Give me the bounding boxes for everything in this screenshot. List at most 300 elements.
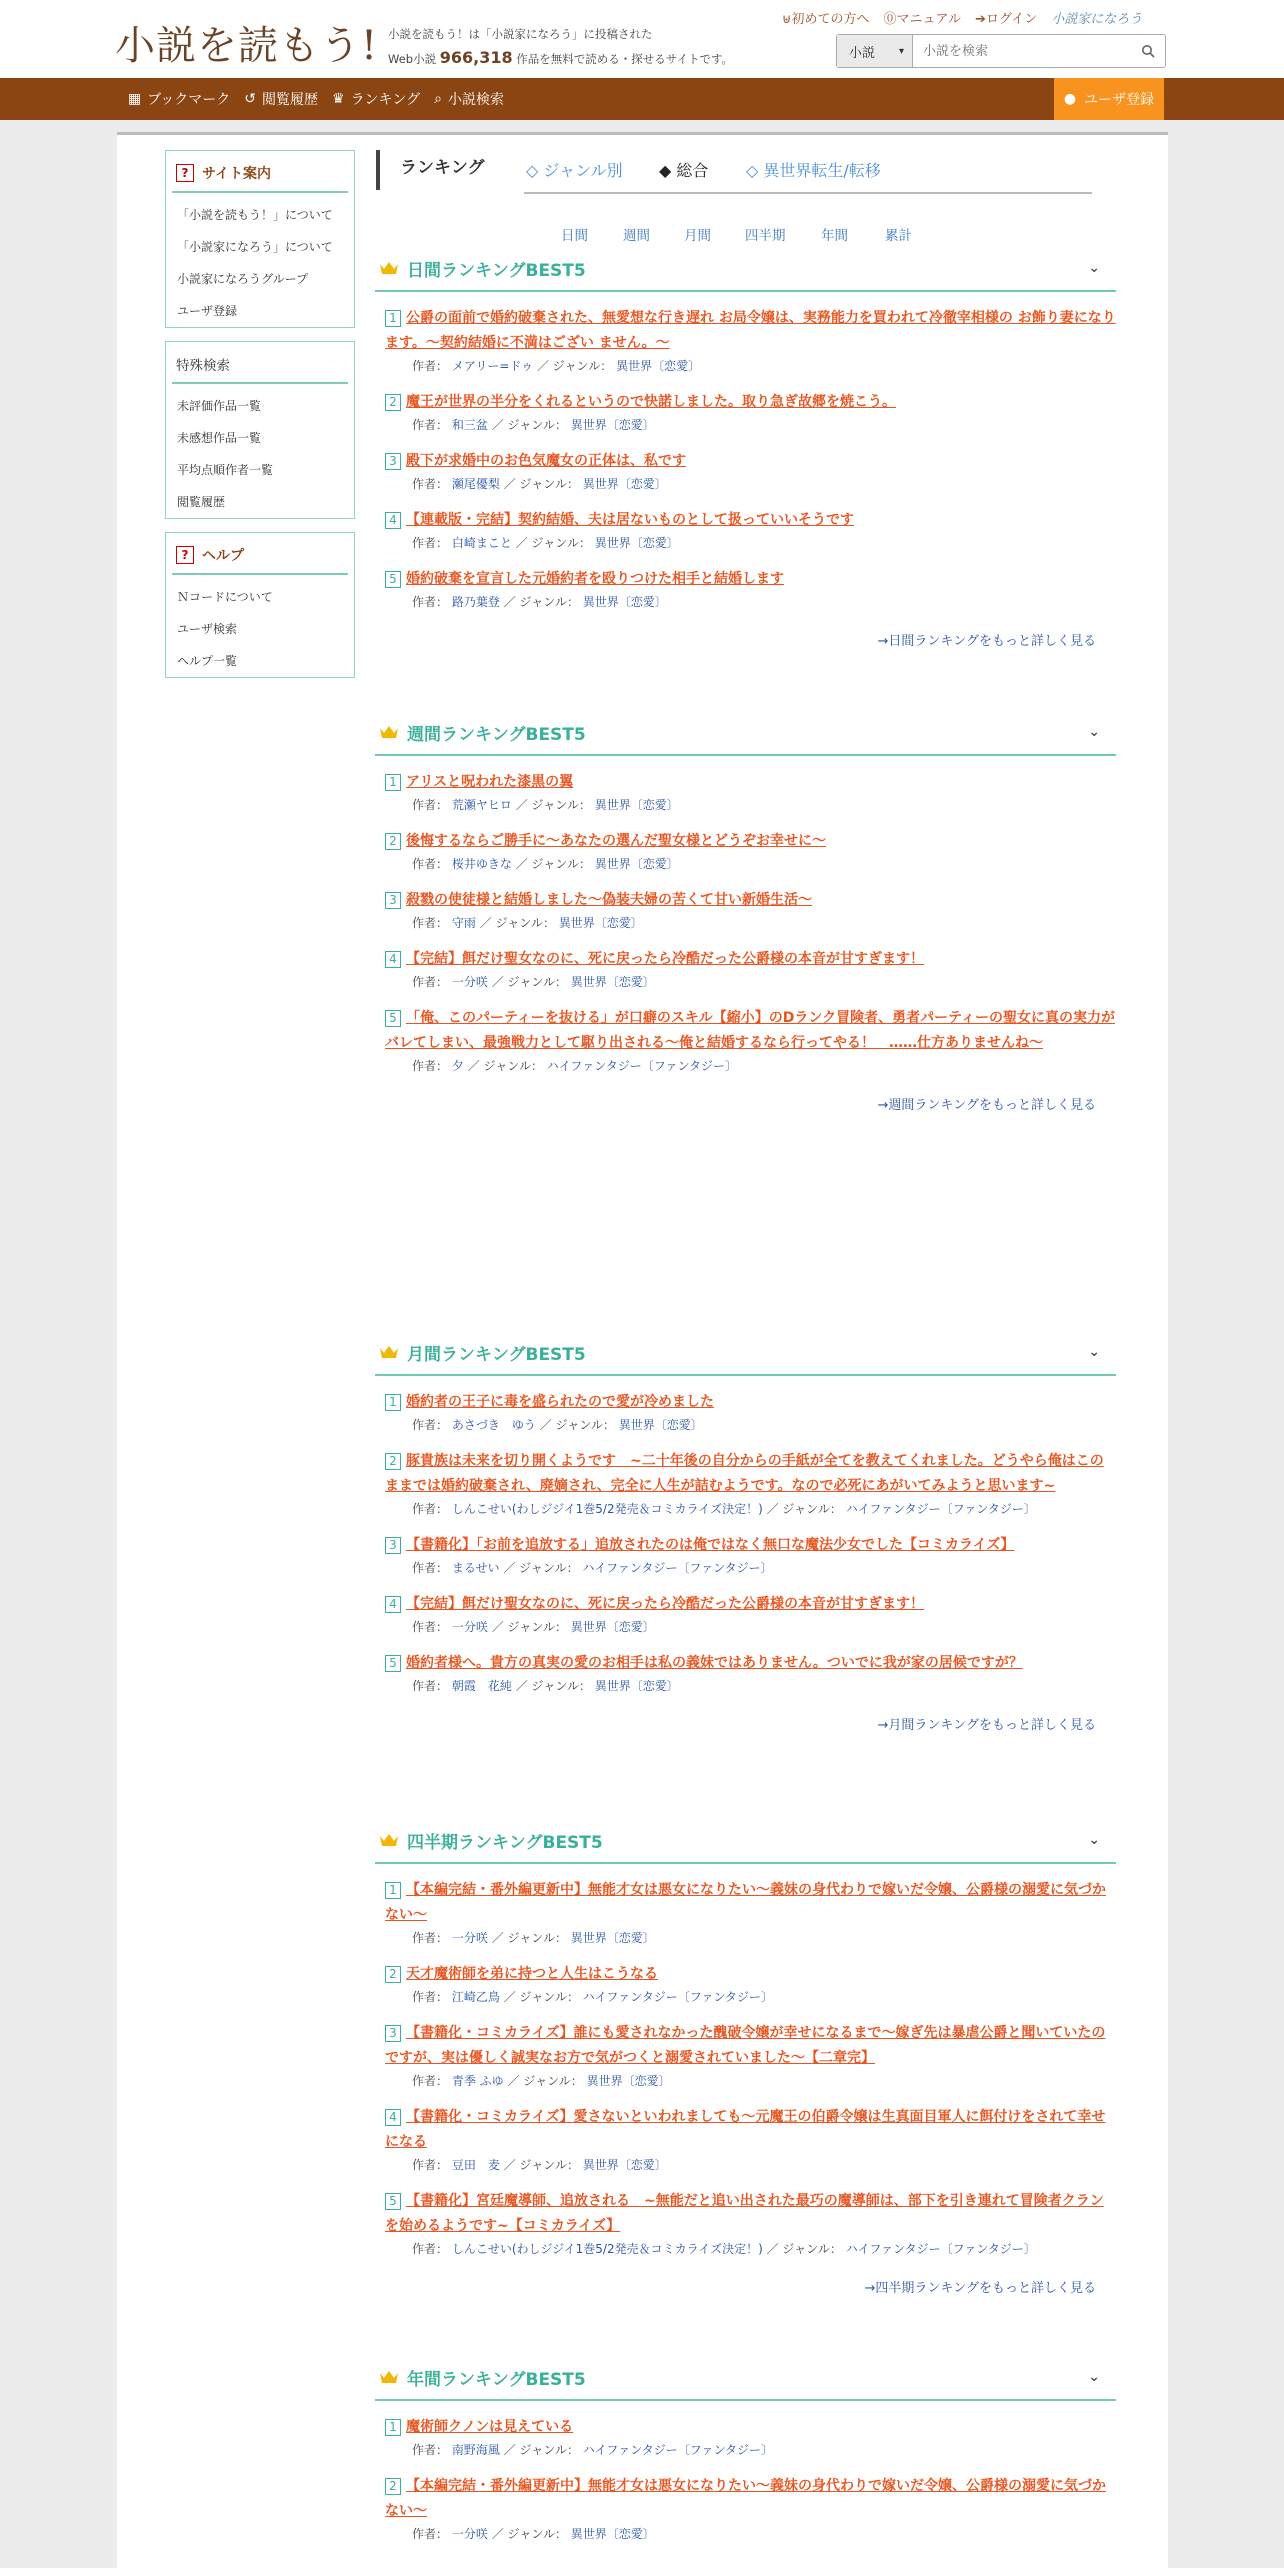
author-label: 作者： <box>412 595 449 609</box>
ranking-item <box>385 888 1116 933</box>
rank-number: 5 <box>385 1655 401 1672</box>
sidebar-help-title: ヘルプ <box>202 548 244 564</box>
rank-number: 1 <box>385 2419 401 2436</box>
sidebar-link[interactable]: ヘルプ一覧 <box>177 654 238 668</box>
genre-name[interactable]: ハイファンタジー〔ファンタジー〕 <box>845 2242 1036 2256</box>
sidebar-link[interactable]: 未感想作品一覧 <box>177 431 262 445</box>
novel-title[interactable]: 【連載版・完結】契約結婚、夫は居ないものとして扱っていいそうです <box>406 512 854 528</box>
first-time-link[interactable] <box>782 8 870 27</box>
author-name[interactable]: 桜井ゆきな <box>451 857 512 871</box>
author-label: 作者： <box>412 1990 449 2004</box>
novel-title[interactable]: 【完結】餌だけ聖女なのに、死に戻ったら冷酷だった公爵様の本音が甘すぎます！ <box>406 1596 924 1612</box>
sidebar-help <box>165 532 355 678</box>
genre-label: ／ ジャンル： <box>515 1679 591 1693</box>
period-tab-quarterly[interactable]: 四半期 <box>745 228 786 244</box>
rank-number: 5 <box>385 571 401 588</box>
novel-title[interactable]: 婚約者様へ。貴方の真実の愛のお相手は私の義妹ではありません。ついでに我が家の居候ですが？ <box>406 1655 1023 1671</box>
genre-name[interactable]: 異世界〔恋愛〕 <box>570 1931 655 1945</box>
genre-name[interactable]: 異世界〔恋愛〕 <box>570 1620 655 1634</box>
author-name[interactable]: 一分咲 <box>451 975 488 989</box>
novel-title[interactable]: 殺戮の使徒様と結婚しました～偽装夫婦の苦くて甘い新婚生活～ <box>406 892 812 908</box>
author-name[interactable]: 南野海風 <box>451 2443 500 2457</box>
novel-meta <box>412 972 1116 992</box>
rank-number: 2 <box>385 1966 401 1983</box>
sidebar-link[interactable]: 小説家になろうグループ <box>177 272 309 286</box>
rank-number: 5 <box>385 2193 401 2210</box>
sidebar-guide <box>165 150 355 328</box>
chevron-down-icon[interactable]: ⌄ <box>1088 2369 1100 2385</box>
tagline-suffix: 作品を無料で読める・探せるサイトです。 <box>516 52 734 66</box>
crown-icon: ♛ <box>332 91 345 107</box>
login-icon: ➔ <box>975 12 986 27</box>
main-nav <box>0 78 1284 120</box>
rank-number: 2 <box>385 2478 401 2495</box>
genre-name[interactable]: 異世界〔恋愛〕 <box>616 359 701 373</box>
author-label: 作者： <box>412 916 449 930</box>
author-label: 作者： <box>412 1679 449 1693</box>
rank-number: 3 <box>385 2025 401 2042</box>
novel-title-link[interactable] <box>385 449 1116 474</box>
novel-title-link[interactable] <box>385 888 1116 913</box>
genre-label: ／ ジャンル： <box>503 2443 579 2457</box>
author-label: 作者： <box>412 1059 449 1073</box>
novel-title[interactable]: アリスと呪われた漆黒の翼 <box>406 774 574 790</box>
rank-number: 1 <box>385 774 401 791</box>
more-ranking-link[interactable]: →四半期ランキングをもっと詳しく見る <box>864 2281 1096 2296</box>
novel-title-link[interactable] <box>385 390 1116 415</box>
novel-meta <box>412 2071 1116 2091</box>
chevron-down-icon[interactable]: ⌄ <box>1088 724 1100 740</box>
genre-label: ／ ジャンル： <box>491 975 567 989</box>
ranking-item <box>385 390 1116 435</box>
ranking-item <box>385 1533 1116 1578</box>
login-link[interactable] <box>975 8 1037 27</box>
sidebar-special-header: 特殊検索 <box>172 348 348 384</box>
author-name[interactable]: まるせい <box>451 1561 500 1575</box>
novel-meta <box>412 854 1116 874</box>
ranking-item <box>385 508 1116 553</box>
section-title: 年間ランキングBEST5 <box>407 2369 586 2390</box>
genre-name[interactable]: 異世界〔恋愛〕 <box>594 798 679 812</box>
novel-title-link[interactable] <box>385 2415 1116 2440</box>
rank-number: 1 <box>385 310 401 327</box>
genre-name[interactable]: 異世界〔恋愛〕 <box>594 536 679 550</box>
novel-title-link[interactable] <box>385 306 1116 356</box>
user-icon: ● <box>1063 91 1077 107</box>
novel-title-link[interactable] <box>385 1592 1116 1617</box>
novel-title-link[interactable] <box>385 1962 1116 1987</box>
sidebar-link[interactable]: ユーザ検索 <box>177 622 238 636</box>
sidebar-link[interactable]: ユーザ登録 <box>177 304 238 318</box>
search-icon: ⌕ <box>434 91 442 107</box>
novel-meta <box>412 1987 1116 2007</box>
ranking-item <box>385 829 1116 874</box>
author-name[interactable]: 荒瀬ヤヒロ <box>451 798 512 812</box>
novel-title[interactable]: 豚貴族は未来を切り開くようです ~二十年後の自分からの手紙が全てを教えてくれました。どうやら俺はこのままでは婚約破棄され、廃嫡され、完全に人生が詰むようです。なので必死にあがいてみようと思います~ <box>385 1453 1104 1494</box>
novel-meta <box>412 415 1116 435</box>
genre-label: ／ ジャンル： <box>467 1059 543 1073</box>
search-category-select[interactable] <box>837 35 913 67</box>
author-name[interactable]: 一分咲 <box>451 2527 488 2541</box>
grid-icon: ▦ <box>128 91 142 107</box>
novel-title[interactable]: 【書籍化・コミカライズ】誰にも愛されなかった醜破令嬢が幸せになるまで〜嫁ぎ先は暴虐公爵と聞いていたのですが、実は優しく誠実なお方で気がつくと溺愛されていました〜【二章完】 <box>385 2025 1106 2066</box>
search-button[interactable] <box>1131 35 1165 67</box>
search-icon <box>1141 44 1155 58</box>
genre-label: ／ ジャンル： <box>515 798 591 812</box>
chevron-down-icon[interactable]: ⌄ <box>1088 260 1100 276</box>
novel-title-link[interactable] <box>385 567 1116 592</box>
genre-name[interactable]: 異世界〔恋愛〕 <box>582 595 667 609</box>
sidebar-link[interactable]: 閲覧履歴 <box>177 495 226 509</box>
novel-title-link[interactable] <box>385 1006 1116 1056</box>
novel-title[interactable]: 【本編完結・番外編更新中】無能才女は悪女になりたい～義妹の身代わりで嫁いだ令嬢、公爵様の溺愛に気づかない～ <box>385 2478 1106 2519</box>
novel-meta <box>412 1558 1116 1578</box>
ranking-item <box>385 1651 1116 1696</box>
genre-label: ／ ジャンル： <box>507 2074 583 2088</box>
genre-name[interactable]: 異世界〔恋愛〕 <box>570 975 655 989</box>
crown-icon <box>379 724 399 740</box>
novel-meta <box>412 1617 1116 1637</box>
novel-meta <box>412 592 1116 612</box>
genre-label: ／ ジャンル： <box>503 595 579 609</box>
novel-title[interactable]: 天才魔術師を弟に持つと人生はこうなる <box>406 1966 658 1982</box>
author-name[interactable]: 守雨 <box>451 916 476 930</box>
novel-meta <box>412 474 1116 494</box>
novel-title[interactable]: 「俺、このパーティーを抜ける」が口癖のスキル【縮小】のDランク冒険者、勇者パーティーの聖女に真の実力がバレてしまい、最強戦力として駆り出される〜俺と結婚するなら行ってやる！ ……仕方ありませんね〜 <box>385 1010 1115 1051</box>
novel-title-link[interactable] <box>385 2021 1116 2071</box>
nav-search[interactable] <box>434 89 504 109</box>
ranking-item <box>385 449 1116 494</box>
genre-label: ／ ジャンル： <box>766 2242 842 2256</box>
manual-link[interactable] <box>884 8 962 27</box>
genre-label: ／ ジャンル： <box>479 916 555 930</box>
genre-name[interactable]: ハイファンタジー〔ファンタジー〕 <box>546 1059 737 1073</box>
genre-name[interactable]: 異世界〔恋愛〕 <box>570 418 655 432</box>
ranking-item <box>385 567 1116 612</box>
ranking-item <box>385 1592 1116 1637</box>
nav-search-label: 小説検索 <box>448 92 504 108</box>
section-title-bar[interactable] <box>375 2355 1116 2401</box>
ranking-item <box>385 1878 1116 1948</box>
crown-icon <box>379 1344 399 1360</box>
site-logo[interactable]: 小説を読もう! <box>115 23 379 69</box>
author-label: 作者： <box>412 1620 449 1634</box>
ranking-item <box>385 306 1116 376</box>
rank-number: 4 <box>385 951 401 968</box>
sidebar-guide-header <box>172 157 348 193</box>
genre-label: ／ ジャンル： <box>536 359 613 373</box>
novel-title-link[interactable] <box>385 1651 1116 1676</box>
author-name[interactable]: 青季 ふゆ <box>451 2074 504 2088</box>
rank-number: 2 <box>385 394 401 411</box>
author-label: 作者： <box>412 418 449 432</box>
more-ranking-link[interactable]: →月間ランキングをもっと詳しく見る <box>877 1718 1096 1733</box>
site-tagline <box>388 22 733 71</box>
user-register-label: ユーザ登録 <box>1084 92 1155 108</box>
author-name[interactable]: しんこせい(わしジジイ1巻5/2発売＆コミカライズ決定！) <box>451 1502 763 1516</box>
ranking-item <box>385 2021 1116 2091</box>
rank-number: 4 <box>385 1596 401 1613</box>
novel-title[interactable]: 魔術師クノンは見えている <box>406 2419 574 2435</box>
genre-label: ／ ジャンル： <box>491 1620 567 1634</box>
search-category-value: 小説 <box>849 45 876 61</box>
novel-meta <box>412 913 1116 933</box>
tab-underline <box>524 192 1092 194</box>
section-title-bar[interactable] <box>375 246 1116 292</box>
ranking-header <box>376 150 1116 244</box>
novel-meta <box>412 533 1116 553</box>
author-label: 作者： <box>412 1561 449 1575</box>
rank-number: 2 <box>385 833 401 850</box>
ranking-item <box>385 1390 1116 1435</box>
sidebar-link[interactable]: 平均点順作者一覧 <box>177 463 274 477</box>
period-tab-monthly[interactable]: 月間 <box>684 228 711 244</box>
genre-name[interactable]: 異世界〔恋愛〕 <box>582 2158 667 2172</box>
rank-number: 2 <box>385 1453 401 1470</box>
genre-name[interactable]: 異世界〔恋愛〕 <box>618 1418 703 1432</box>
novel-meta <box>412 356 1116 376</box>
narou-logo-link[interactable]: 小説家になろう <box>1051 12 1143 27</box>
ranking-section <box>375 1818 1116 2296</box>
author-name[interactable]: 豆田 麦 <box>451 2158 500 2172</box>
author-label: 作者： <box>412 857 449 871</box>
novel-title-link[interactable] <box>385 1390 1116 1415</box>
history-icon: ↺ <box>244 91 256 107</box>
genre-label: ／ ジャンル： <box>491 1931 567 1945</box>
author-label: 作者： <box>412 477 449 491</box>
novel-count: 966,318 <box>439 48 513 67</box>
author-name[interactable]: 白崎まこと <box>451 536 512 550</box>
rank-number: 1 <box>385 1394 401 1411</box>
sidebar-help-header <box>172 539 348 575</box>
author-name[interactable]: 江崎乙鳥 <box>451 1990 500 2004</box>
crown-icon <box>379 2369 399 2385</box>
genre-name[interactable]: 異世界〔恋愛〕 <box>594 857 679 871</box>
author-label: 作者： <box>412 2074 449 2088</box>
author-label: 作者： <box>412 798 449 812</box>
novel-meta <box>412 1676 1116 1696</box>
genre-name[interactable]: ハイファンタジー〔ファンタジー〕 <box>582 2443 773 2457</box>
novel-title[interactable]: 【本編完結・番外編更新中】無能才女は悪女になりたい～義妹の身代わりで嫁いだ令嬢、公爵様の溺愛に気づかない～ <box>385 1882 1106 1923</box>
chevron-down-icon[interactable]: ⌄ <box>1088 1832 1100 1848</box>
novel-meta <box>412 2440 1116 2460</box>
novel-title-link[interactable] <box>385 2105 1116 2155</box>
author-label: 作者： <box>412 536 449 550</box>
rank-number: 3 <box>385 453 401 470</box>
author-label: 作者： <box>412 2242 449 2256</box>
section-title-bar[interactable] <box>375 1330 1116 1376</box>
author-name[interactable]: メアリー=ドゥ <box>451 359 534 373</box>
more-ranking-link[interactable]: →週間ランキングをもっと詳しく見る <box>877 1098 1096 1113</box>
author-name[interactable]: 路乃葉登 <box>451 595 500 609</box>
period-tab-total[interactable]: 累計 <box>885 228 912 244</box>
section-title: 日間ランキングBEST5 <box>407 260 586 281</box>
nav-ranking-label: ランキング <box>350 92 421 108</box>
novel-title[interactable]: 【書籍化】宮廷魔導師、追放される ~無能だと追い出された最巧の魔導師は、部下を引き連れて冒険者クランを始めるようです~【コミカライズ】 <box>385 2193 1104 2234</box>
rank-number: 1 <box>385 1882 401 1899</box>
author-label: 作者： <box>412 2443 449 2457</box>
rank-number: 3 <box>385 1537 401 1554</box>
ranking-item <box>385 770 1116 815</box>
genre-label: ／ ジャンル： <box>515 857 591 871</box>
genre-name[interactable]: ハイファンタジー〔ファンタジー〕 <box>845 1502 1036 1516</box>
site-header <box>0 0 1284 78</box>
tagline-line-2 <box>388 46 733 71</box>
novel-meta <box>412 2155 1116 2175</box>
ranking-section <box>375 710 1116 1113</box>
sidebar-link[interactable]: 未評価作品一覧 <box>177 399 262 413</box>
ranking-item <box>385 2474 1116 2544</box>
novel-title-link[interactable] <box>385 508 1116 533</box>
novel-title-link[interactable] <box>385 829 1116 854</box>
author-name[interactable]: 一分咲 <box>451 1620 488 1634</box>
period-tab-yearly[interactable]: 年間 <box>821 228 848 244</box>
novel-title[interactable]: 【書籍化・コミカライズ】愛さないといわれましても～元魔王の伯爵令嬢は生真面目軍人に餌付けをされて幸せになる <box>385 2109 1106 2150</box>
novel-title[interactable]: 魔王が世界の半分をくれるというので快諾しました。取り急ぎ故郷を焼こう。 <box>406 394 896 410</box>
novel-title[interactable]: 【書籍化】「お前を追放する」追放されたのは俺ではなく無口な魔法少女でした【コミカライズ】 <box>406 1537 1015 1553</box>
section-title: 週間ランキングBEST5 <box>407 724 586 745</box>
genre-label: ／ ジャンル： <box>766 1502 842 1516</box>
novel-meta <box>412 1928 1116 1948</box>
login-label: ログイン <box>985 12 1038 27</box>
chevron-down-icon: ▾ <box>898 45 904 57</box>
rank-number: 3 <box>385 892 401 909</box>
nav-history-label: 閲覧履歴 <box>262 92 318 108</box>
novel-meta <box>412 1056 1116 1076</box>
author-label: 作者： <box>412 975 449 989</box>
crown-icon <box>379 260 399 276</box>
content-area <box>117 132 1168 2568</box>
novel-title[interactable]: 公爵の面前で婚約破棄された、無愛想な行き遅れ お局令嬢は、実務能力を買われて冷徹宰相様の お飾り妻になります。～契約結婚に不満はござい ません。～ <box>385 310 1116 351</box>
novel-title[interactable]: 婚約破棄を宣言した元婚約者を殴りつけた相手と結婚します <box>406 571 784 587</box>
ranking-item <box>385 2189 1116 2259</box>
author-label: 作者： <box>412 2527 449 2541</box>
question-icon: ? <box>176 546 194 564</box>
novel-title[interactable]: 【完結】餌だけ聖女なのに、死に戻ったら冷酷だった公爵様の本音が甘すぎます！ <box>406 951 924 967</box>
ranking-item <box>385 2415 1116 2460</box>
sidebar-special-search <box>165 341 355 519</box>
ranking-item <box>385 1006 1116 1076</box>
user-register-button[interactable] <box>1054 78 1164 120</box>
tab-overall[interactable]: ◆ 総合 <box>659 161 709 180</box>
genre-label: ／ ジャンル： <box>515 536 591 550</box>
search-bar <box>836 34 1166 68</box>
rank-number: 5 <box>385 1010 401 1027</box>
nav-bookmark[interactable] <box>128 89 230 109</box>
genre-label: ／ ジャンル： <box>503 1561 579 1575</box>
genre-name[interactable]: 異世界〔恋愛〕 <box>594 1679 679 1693</box>
tab-isekai[interactable]: ◇ 異世界転生/転移 <box>746 161 881 180</box>
crown-icon <box>379 1832 399 1848</box>
period-tab-weekly[interactable]: 週間 <box>623 228 650 244</box>
ranking-section <box>375 1330 1116 1733</box>
author-name[interactable]: しんこせい(わしジジイ1巻5/2発売＆コミカライズ決定！) <box>451 2242 763 2256</box>
novel-title-link[interactable] <box>385 1449 1116 1499</box>
tab-genre[interactable]: ◇ ジャンル別 <box>526 161 623 180</box>
novel-title-link[interactable] <box>385 1878 1116 1928</box>
genre-name[interactable]: 異世界〔恋愛〕 <box>586 2074 671 2088</box>
author-label: 作者： <box>412 1418 449 1432</box>
sidebar-link[interactable]: 「小説を読もう！」について <box>177 208 333 222</box>
novel-title-link[interactable] <box>385 2474 1116 2524</box>
more-ranking-link[interactable]: →日間ランキングをもっと詳しく見る <box>877 634 1096 649</box>
novel-meta <box>412 795 1116 815</box>
manual-label: マニュアル <box>896 12 962 27</box>
ranking-item <box>385 1962 1116 2007</box>
section-title: 月間ランキングBEST5 <box>407 1344 586 1365</box>
tagline-line-1: 小説を読もう！は「小説家になろう」に投稿された <box>388 27 653 41</box>
search-input[interactable] <box>913 35 1131 67</box>
genre-name[interactable]: 異世界〔恋愛〕 <box>582 477 667 491</box>
novel-title-link[interactable] <box>385 2189 1116 2239</box>
author-name[interactable]: 一分咲 <box>451 1931 488 1945</box>
author-name[interactable]: 朝霞 花純 <box>451 1679 512 1693</box>
genre-label: ／ ジャンル： <box>491 418 567 432</box>
author-label: 作者： <box>412 1931 449 1945</box>
genre-name[interactable]: ハイファンタジー〔ファンタジー〕 <box>582 1561 773 1575</box>
author-label: 作者： <box>412 359 449 373</box>
nav-bookmark-label: ブックマーク <box>147 92 231 108</box>
question-icon: ⓪ <box>883 12 897 27</box>
section-title-bar[interactable] <box>375 1818 1116 1864</box>
author-name[interactable]: 和三盆 <box>451 418 488 432</box>
section-title: 四半期ランキングBEST5 <box>407 1832 603 1853</box>
genre-name[interactable]: 異世界〔恋愛〕 <box>558 916 643 930</box>
novel-title[interactable]: 殿下が求婚中のお色気魔女の正体は、私です <box>406 453 686 469</box>
beginner-icon: ⊎ <box>782 12 792 27</box>
genre-label: ／ ジャンル： <box>491 2527 567 2541</box>
sidebar-link[interactable]: 「小説家になろう」について <box>177 240 333 254</box>
genre-label: ／ ジャンル： <box>539 1418 615 1432</box>
ranking-item <box>385 1449 1116 1519</box>
novel-title[interactable]: 婚約者の王子に毒を盛られたので愛が冷めました <box>406 1394 714 1410</box>
novel-meta <box>412 1415 1116 1435</box>
ranking-section <box>375 246 1116 649</box>
sidebar-guide-title: サイト案内 <box>202 166 272 182</box>
question-icon: ? <box>176 164 194 182</box>
novel-title-link[interactable] <box>385 947 1116 972</box>
period-tab-daily[interactable]: 日間 <box>561 228 588 244</box>
section-title-bar[interactable] <box>375 710 1116 756</box>
genre-name[interactable]: 異世界〔恋愛〕 <box>570 2527 655 2541</box>
author-label: 作者： <box>412 1502 449 1516</box>
top-links <box>782 8 1142 27</box>
genre-label: ／ ジャンル： <box>503 2158 579 2172</box>
nav-ranking[interactable] <box>332 89 420 109</box>
chevron-down-icon[interactable]: ⌄ <box>1088 1344 1100 1360</box>
novel-title-link[interactable] <box>385 770 1116 795</box>
ranking-title: ランキング <box>376 150 485 190</box>
author-name[interactable]: 夕 <box>451 1059 464 1073</box>
nav-history[interactable] <box>244 89 318 109</box>
author-label: 作者： <box>412 2158 449 2172</box>
rank-number: 4 <box>385 512 401 529</box>
novel-title[interactable]: 後悔するならご勝手に～あなたの選んだ聖女様とどうぞお幸せに～ <box>406 833 826 849</box>
author-name[interactable]: 瀬尾優梨 <box>451 477 500 491</box>
rank-number: 4 <box>385 2109 401 2126</box>
genre-name[interactable]: ハイファンタジー〔ファンタジー〕 <box>582 1990 773 2004</box>
author-name[interactable]: あさづき ゆう <box>451 1418 536 1432</box>
novel-meta <box>412 2524 1116 2544</box>
sidebar-link[interactable]: Ｎコードについて <box>177 590 273 604</box>
first-time-label: 初めての方へ <box>791 12 870 27</box>
novel-meta <box>412 1499 1116 1519</box>
novel-title-link[interactable] <box>385 1533 1116 1558</box>
tagline-prefix: Web小説 <box>388 52 437 66</box>
ranking-section <box>375 2355 1116 2544</box>
ranking-item <box>385 2105 1116 2175</box>
genre-label: ／ ジャンル： <box>503 1990 579 2004</box>
